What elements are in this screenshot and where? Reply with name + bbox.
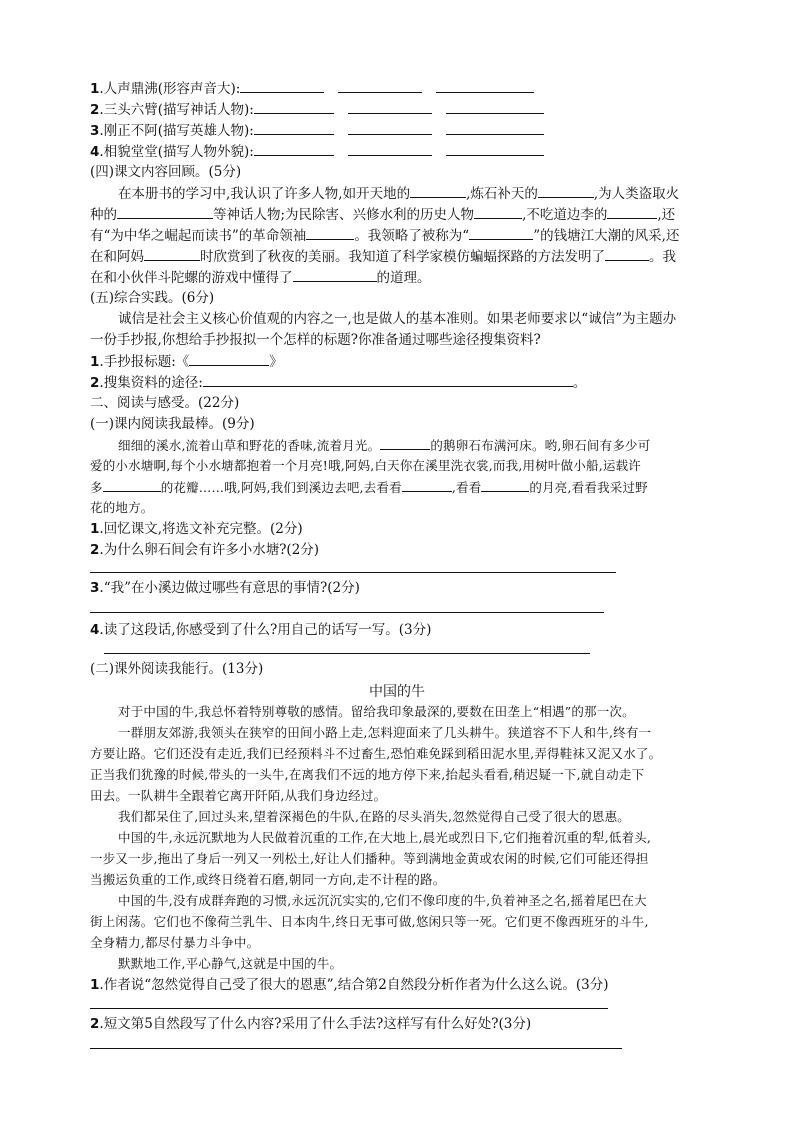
reading-1-question-4 xyxy=(90,620,431,640)
answer-blank[interactable] xyxy=(380,435,430,450)
idiom-text: .人声鼎沸(形容声音大): xyxy=(99,81,241,97)
review-line-4 xyxy=(90,246,676,267)
review-text: 有“为中华之崛起而读书”的革命领袖 xyxy=(90,228,307,244)
section-4-heading: (四)课文内容回顾。(5分) xyxy=(90,164,242,180)
passage-text: 的花瓣……哦,阿妈,我们到溪边去吧,去看看 xyxy=(160,480,402,495)
reading-1-question-1 xyxy=(90,519,303,539)
article-paragraph-2-line-3: 正当我们犹豫的时候,带头的一头牛,在离我们不远的地方停下来,抬起头看看,稍迟疑一下,就自动走下 xyxy=(90,767,645,782)
review-text: ,还 xyxy=(657,207,676,223)
answer-blank[interactable] xyxy=(348,120,432,135)
part-2-heading: 二、阅读与感受。(22分) xyxy=(90,395,240,411)
idiom-text: .相貌堂堂(描写人物外貌): xyxy=(99,144,254,160)
article-paragraph-2-line-1: 一群朋友郊游,我领头在狭窄的田间小路上走,怎料迎面来了几头耕牛。狭道容不下人和牛,终有一 xyxy=(118,725,652,740)
review-text: ,为人类盗取火 xyxy=(593,186,680,202)
review-text: 种的 xyxy=(90,207,117,223)
article-paragraph-5-line-2: 街上闲荡。它们也不像荷兰乳牛、日本肉牛,终日无事可做,悠闲只等一死。它们更不像西班牙的斗牛, xyxy=(90,914,649,929)
practice-prompt-1: 诚信是社会主义核心价值观的内容之一,也是做人的基本准则。如果老师要求以“诚信”为主题办 xyxy=(118,311,677,327)
idiom-item-1 xyxy=(90,78,534,99)
article-paragraph-2-line-2: 方要让路。它们还没有走近,我们已经预料斗不过畜生,恐怕难免踩到稻田泥水里,弄得鞋袜又泥又水了。 xyxy=(90,746,662,761)
article-paragraph-4-line-1: 中国的牛,永远沉默地为人民做着沉重的工作,在大地上,晨光或烈日下,它们拖着沉重的犁,低着头, xyxy=(118,830,652,845)
review-text: ”的钱塘江大潮的风采,还 xyxy=(533,228,680,244)
item-number: 4 xyxy=(90,144,100,160)
answer-line[interactable] xyxy=(104,653,590,654)
reading-1-question-3 xyxy=(90,578,360,598)
answer-blank[interactable] xyxy=(254,141,334,156)
article-title: 中国的牛 xyxy=(369,684,425,700)
reading-1-heading: (一)课内阅读我最棒。(9分) xyxy=(90,416,255,432)
review-text: 在和小伙伴斗陀螺的游戏中懂得了 xyxy=(90,270,293,286)
item-number: 1 xyxy=(90,977,100,993)
question-text: .作者说“忽然觉得自己受了很大的恩惠”,结合第2自然段分析作者为什么这么说。(3分) xyxy=(99,977,609,993)
answer-blank[interactable] xyxy=(189,351,269,366)
reading-1-question-2 xyxy=(90,540,319,560)
answer-blank[interactable] xyxy=(348,99,432,114)
article-paragraph-6: 默默地工作,平心静气,这就是中国的牛。 xyxy=(118,956,343,971)
answer-blank[interactable] xyxy=(446,120,544,135)
passage-text: 细细的溪水,流着山草和野花的香味,流着月光。 xyxy=(118,438,381,453)
item-number: 2 xyxy=(90,1016,100,1032)
idiom-item-3 xyxy=(90,120,544,141)
answer-blank[interactable] xyxy=(254,120,334,135)
question-text: .短文第5自然段写了什么内容?采用了什么手法?这样写有什么好处?(3分) xyxy=(99,1016,532,1032)
question-text: 》 xyxy=(269,354,283,370)
review-text: 等神话人物;为民除害、兴修水利的历史人物 xyxy=(213,207,475,223)
idiom-item-2 xyxy=(90,99,544,120)
question-text: .回忆课文,将选文补充完整。(2分) xyxy=(99,521,303,537)
review-text: 时欣赏到了秋夜的美丽。我知道了科学家模仿蝙蝠探路的方法发明了 xyxy=(200,249,605,265)
review-text: 的道理。 xyxy=(376,270,431,286)
answer-blank[interactable] xyxy=(469,225,533,240)
review-line-2 xyxy=(90,204,675,225)
review-text: 。我领略了被称为“ xyxy=(354,228,470,244)
passage-text: ,看看 xyxy=(451,480,482,495)
answer-blank[interactable] xyxy=(474,204,522,219)
answer-blank[interactable] xyxy=(117,204,213,219)
practice-prompt-2: 一份手抄报,你想给手抄报拟一个怎样的标题?你准备通过哪些途径搜集资料? xyxy=(90,332,541,348)
answer-blank[interactable] xyxy=(446,99,544,114)
passage-line-4: 花的地方。 xyxy=(90,500,154,515)
review-text: ,炼石补天的 xyxy=(466,186,538,202)
item-number: 3 xyxy=(90,580,100,596)
passage-line-1 xyxy=(118,435,650,456)
question-text: .搜集资料的途径: xyxy=(99,375,203,391)
item-number: 3 xyxy=(90,123,100,139)
answer-line[interactable] xyxy=(90,572,616,573)
answer-blank[interactable] xyxy=(293,267,377,282)
answer-blank[interactable] xyxy=(306,225,354,240)
article-paragraph-1: 对于中国的牛,我总怀着特别尊敬的感情。留给我印象最深的,要数在田垄上“相遇”的那一次。 xyxy=(118,704,635,719)
answer-blank[interactable] xyxy=(144,246,200,261)
review-line-5 xyxy=(90,267,431,288)
idiom-item-4 xyxy=(90,141,544,162)
answer-line[interactable] xyxy=(90,1008,608,1009)
review-line-3 xyxy=(90,225,679,246)
review-text: 在本册书的学习中,我认识了许多人物,如开天地的 xyxy=(118,186,411,202)
item-number: 4 xyxy=(90,622,100,638)
item-number: 1 xyxy=(90,354,100,370)
question-text: .为什么卵石间会有许多小水塘?(2分) xyxy=(99,542,320,558)
article-paragraph-3: 我们都呆住了,回过头来,望着深褐色的牛队,在路的尽头消失,忽然觉得自己受了很大的恩惠。 xyxy=(118,809,630,824)
answer-blank[interactable] xyxy=(481,477,529,492)
reading-2-heading: (二)课外阅读我能行。(13分) xyxy=(90,661,264,677)
practice-question-2 xyxy=(90,372,586,393)
answer-blank[interactable] xyxy=(338,78,422,93)
item-number: 1 xyxy=(90,81,100,97)
answer-blank[interactable] xyxy=(446,141,544,156)
answer-blank[interactable] xyxy=(203,372,573,387)
question-text: .“我”在小溪边做过哪些有意思的事情?(2分) xyxy=(99,580,360,596)
article-paragraph-2-line-4: 田去。一队耕牛全跟着它离开阡陌,从我们身边经过。 xyxy=(90,788,387,803)
answer-blank[interactable] xyxy=(348,141,432,156)
review-text: 。我 xyxy=(649,249,676,265)
answer-line[interactable] xyxy=(90,612,604,613)
passage-text: 的鹅卵石布满河床。哟,卵石间有多少可 xyxy=(430,438,651,453)
passage-line-2: 爱的小水塘啊,每个小水塘都抱着一个月亮!哦,阿妈,白天你在溪里洗衣裳,而我,用树叶做小船,运载许 xyxy=(90,458,641,473)
answer-blank[interactable] xyxy=(538,183,594,198)
answer-blank[interactable] xyxy=(240,78,324,93)
answer-blank[interactable] xyxy=(402,477,452,492)
review-text: ,不吃道边李的 xyxy=(522,207,608,223)
answer-blank[interactable] xyxy=(254,99,334,114)
question-text: .手抄报标题:《 xyxy=(99,354,190,370)
article-paragraph-5-line-3: 全身精力,都尽付暴力斗争中。 xyxy=(90,935,260,950)
article-paragraph-5-line-1: 中国的牛,没有成群奔跑的习惯,永远沉沉实实的,它们不像印度的牛,负着神圣之名,摇着尾巴在大 xyxy=(118,893,647,908)
idiom-text: .刚正不阿(描写英雄人物): xyxy=(99,123,254,139)
review-text: 在和阿妈 xyxy=(90,249,144,265)
item-number: 2 xyxy=(90,542,100,558)
article-paragraph-4-line-2: 一步又一步,拖出了身后一列又一列松土,好让人们播种。等到满地金黄或农闲的时候,它们可能还得担 xyxy=(90,851,649,866)
answer-blank[interactable] xyxy=(607,204,657,219)
answer-line[interactable] xyxy=(90,1048,622,1049)
answer-blank[interactable] xyxy=(605,246,649,261)
answer-blank[interactable] xyxy=(436,78,534,93)
reading-2-question-1 xyxy=(90,975,609,995)
section-5-heading: (五)综合实践。(6分) xyxy=(90,290,215,306)
practice-question-1 xyxy=(90,351,283,372)
answer-blank[interactable] xyxy=(410,183,466,198)
passage-line-3 xyxy=(90,477,648,498)
item-number: 2 xyxy=(90,102,100,118)
passage-text: 的月亮,看看我采过野 xyxy=(529,480,648,495)
article-paragraph-4-line-3: 当搬运负重的工作,或终日绕着石磨,朝同一方向,走不计程的路。 xyxy=(90,872,446,887)
reading-2-question-2 xyxy=(90,1014,531,1034)
item-number: 2 xyxy=(90,375,100,391)
question-text: 。 xyxy=(572,375,587,391)
item-number: 1 xyxy=(90,521,100,537)
idiom-text: .三头六臂(描写神话人物): xyxy=(99,102,254,118)
answer-blank[interactable] xyxy=(103,477,161,492)
passage-text: 多 xyxy=(90,480,103,495)
review-line-1 xyxy=(118,183,679,204)
question-text: .读了这段话,你感受到了什么?用自己的话写一写。(3分) xyxy=(99,622,432,638)
